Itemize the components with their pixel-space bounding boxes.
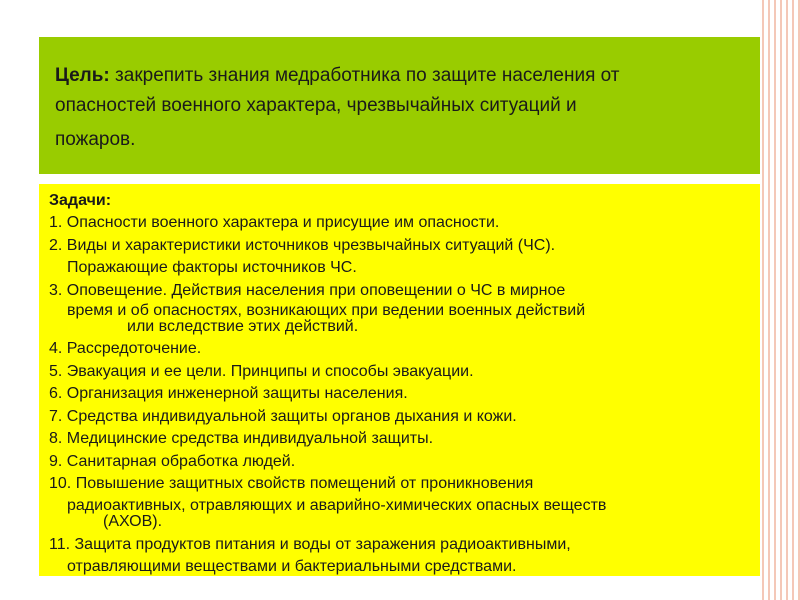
task-item [49, 383, 750, 406]
task-line: 10. Повышение защитных свойств помещений от проникновения [49, 475, 534, 492]
task-line: 5. Эвакуация и ее цели. Принципы и способы эвакуации. [49, 362, 474, 380]
task-line: 11. Защита продуктов питания и воды от заражения радиоактивными, [49, 535, 571, 553]
task-item [49, 406, 750, 429]
tasks-title: Задачи: [49, 192, 112, 209]
task-item [49, 212, 750, 235]
task-line: отравляющими веществами и бактериальными средствами. [67, 558, 517, 575]
goal-line-2: опасностей военного характера, чрезвычайных ситуаций и [55, 95, 577, 116]
task-line: 7. Средства индивидуальной защиты органов дыхания и кожи. [49, 407, 517, 425]
task-line: 6. Организация инженерной защиты населения. [49, 385, 408, 402]
task-line: 1. Опасности военного характера и присущие им опасности. [49, 214, 500, 231]
task-line: (АХОВ). [103, 512, 163, 530]
task-item [49, 361, 750, 384]
goal-label: Цель: [55, 65, 110, 86]
task-line: радиоактивных, отравляющих и аварийно-химических опасных веществ [67, 496, 607, 514]
task-item [49, 338, 750, 361]
goal-panel [39, 37, 760, 174]
task-line: 9. Санитарная обработка людей. [49, 452, 296, 470]
task-item [49, 235, 750, 280]
goal-line-1 [55, 61, 740, 91]
task-item [49, 534, 750, 579]
goal-text: закрепить знания медработника по защите населения от [109, 65, 620, 86]
tasks-panel [39, 184, 760, 576]
goal-line-3: пожаров. [55, 129, 136, 150]
task-line: время и об опасностях, возникающих при ведении военных действий [67, 302, 586, 319]
task-line: 4. Рассредоточение. [49, 340, 202, 357]
decorative-frame-stripes [756, 0, 800, 600]
task-item [49, 428, 750, 451]
task-line: 8. Медицинские средства индивидуальной защиты. [49, 430, 434, 447]
task-line: Поражающие факторы источников ЧС. [67, 259, 357, 276]
task-item [49, 280, 750, 337]
task-line: 3. Оповещение. Действия населения при оповещении о ЧС в мирное [49, 281, 566, 299]
task-line: или вследствие этих действий. [127, 318, 359, 335]
task-item [49, 451, 750, 474]
task-line: 2. Виды и характеристики источников чрезвычайных ситуаций (ЧС). [49, 236, 556, 254]
task-item [49, 473, 750, 530]
